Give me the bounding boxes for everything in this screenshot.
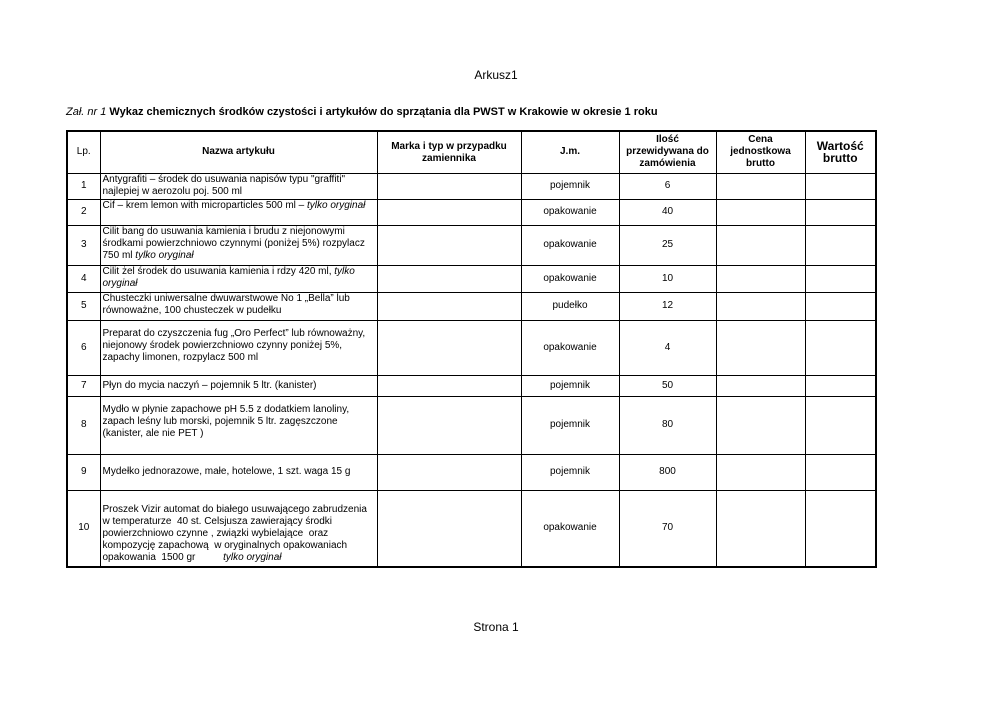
row-name-note: tylko oryginał — [307, 199, 366, 211]
row-value — [805, 199, 876, 225]
page-footer: Strona 1 — [473, 620, 519, 634]
row-qty: 80 — [619, 396, 716, 454]
row-brand — [377, 454, 521, 490]
table-caption — [66, 106, 658, 118]
row-name-text: Cilit żel środek do usuwania kamienia i rdzy 420 ml, — [102, 265, 335, 277]
row-value — [805, 265, 876, 292]
table-row — [67, 490, 876, 567]
row-brand — [377, 292, 521, 320]
caption-title: Wykaz chemicznych środków czystości i artykułów do sprzątania dla PWST w Krakowie w okresie 1 roku — [109, 106, 658, 118]
row-unit: pojemnik — [521, 454, 619, 490]
row-name-text: Proszek Vizir automat do białego usuwającego zabrudzenia w temperaturze 40 st. Celsjusza zawierający środki powierzchniowo czynne , związki wybielające oraz kompozycję zapachową w oryginalnych opakowaniach opakowania 1500 gr — [102, 503, 370, 563]
header-brand: Marka i typ w przypadku zamiennika — [377, 131, 521, 173]
row-value — [805, 225, 876, 265]
row-qty: 6 — [619, 173, 716, 199]
row-brand — [377, 173, 521, 199]
row-unit: pojemnik — [521, 375, 619, 396]
attachment-number: Zał. nr 1 — [66, 106, 107, 118]
table-row — [67, 396, 876, 454]
row-lp: 2 — [67, 199, 100, 225]
row-name-note: tylko oryginał — [102, 265, 355, 289]
row-name — [100, 292, 377, 320]
row-name-text: Cif – krem lemon with microparticles 500 ml – — [102, 199, 308, 211]
table-row — [67, 454, 876, 490]
table-row — [67, 265, 876, 292]
row-unit-price — [716, 490, 805, 567]
row-name-note: tylko oryginał — [223, 551, 282, 563]
row-value — [805, 320, 876, 375]
row-unit: opakowanie — [521, 490, 619, 567]
row-qty: 40 — [619, 199, 716, 225]
table-row — [67, 375, 876, 396]
row-lp: 6 — [67, 320, 100, 375]
row-unit: opakowanie — [521, 265, 619, 292]
sheet-title: Arkusz1 — [474, 68, 518, 82]
header-value: Wartość brutto — [805, 131, 876, 173]
row-lp: 8 — [67, 396, 100, 454]
row-name-note: tylko oryginał — [135, 249, 194, 261]
row-name-text: Cilit bang do usuwania kamienia i brudu z niejonowymi środkami powierzchniowo czynnymi (poniżej 5%) rozpylacz 750 ml — [102, 225, 365, 261]
row-unit-price — [716, 396, 805, 454]
row-brand — [377, 490, 521, 567]
row-value — [805, 490, 876, 567]
row-qty: 25 — [619, 225, 716, 265]
row-name — [100, 375, 377, 396]
row-unit-price — [716, 454, 805, 490]
header-name: Nazwa artykułu — [100, 131, 377, 173]
row-unit-price — [716, 225, 805, 265]
row-qty: 4 — [619, 320, 716, 375]
row-value — [805, 454, 876, 490]
row-unit: pudełko — [521, 292, 619, 320]
table-row — [67, 173, 876, 199]
row-name — [100, 454, 377, 490]
row-name — [100, 199, 377, 225]
row-lp: 10 — [67, 490, 100, 567]
row-qty: 12 — [619, 292, 716, 320]
row-name-text: Płyn do mycia naczyń – pojemnik 5 ltr. (kanister) — [102, 379, 317, 391]
row-brand — [377, 396, 521, 454]
row-name-text: Mydełko jednorazowe, małe, hotelowe, 1 szt. waga 15 g — [102, 466, 351, 477]
row-unit: opakowanie — [521, 199, 619, 225]
row-name — [100, 173, 377, 199]
row-unit: opakowanie — [521, 225, 619, 265]
row-name — [100, 490, 377, 567]
table-row — [67, 225, 876, 265]
items-table — [66, 130, 877, 568]
row-name-text: Chusteczki uniwersalne dwuwarstwowe No 1 „Bella” lub równoważne, 100 chusteczek w pudełku — [102, 292, 350, 316]
row-unit: pojemnik — [521, 173, 619, 199]
row-name — [100, 265, 377, 292]
row-lp: 1 — [67, 173, 100, 199]
header-unit-price: Cena jednostkowa brutto — [716, 131, 805, 173]
row-qty: 10 — [619, 265, 716, 292]
row-brand — [377, 225, 521, 265]
row-lp: 5 — [67, 292, 100, 320]
row-unit-price — [716, 375, 805, 396]
row-name-text: Mydło w płynie zapachowe pH 5.5 z dodatkiem lanoliny, zapach leśny lub morski, pojemnik 5 ltr. zagęszczone (kanister, ale nie PET ) — [102, 403, 350, 439]
header-row — [67, 131, 876, 173]
row-lp: 7 — [67, 375, 100, 396]
row-lp: 4 — [67, 265, 100, 292]
row-qty: 50 — [619, 375, 716, 396]
row-brand — [377, 199, 521, 225]
row-unit-price — [716, 265, 805, 292]
row-value — [805, 173, 876, 199]
row-unit-price — [716, 292, 805, 320]
table-row — [67, 292, 876, 320]
row-value — [805, 292, 876, 320]
row-qty: 70 — [619, 490, 716, 567]
row-unit-price — [716, 199, 805, 225]
row-brand — [377, 320, 521, 375]
row-qty: 800 — [619, 454, 716, 490]
row-name-text: Preparat do czyszczenia fug „Oro Perfect” lub równoważny, niejonowy środek powierzchniowo czynny poniżej 5%, zapachy limonen, rozpylacz 500 ml — [102, 327, 366, 363]
row-value — [805, 375, 876, 396]
row-name-wrap — [103, 491, 375, 564]
row-unit-price — [716, 173, 805, 199]
header-lp: Lp. — [67, 131, 100, 173]
table-row — [67, 320, 876, 375]
row-value — [805, 396, 876, 454]
row-name — [100, 225, 377, 265]
row-name — [100, 396, 377, 454]
row-name-text: Antygrafiti – środek do usuwania napisów typu "graffiti" najlepiej w aerozolu poj. 500 ml — [102, 173, 346, 197]
row-unit: opakowanie — [521, 320, 619, 375]
row-lp: 3 — [67, 225, 100, 265]
row-name — [100, 320, 377, 375]
row-lp: 9 — [67, 454, 100, 490]
row-unit: pojemnik — [521, 396, 619, 454]
table-row — [67, 199, 876, 225]
row-brand — [377, 375, 521, 396]
header-unit: J.m. — [521, 131, 619, 173]
row-unit-price — [716, 320, 805, 375]
row-brand — [377, 265, 521, 292]
header-qty: Ilość przewidywana do zamówienia — [619, 131, 716, 173]
